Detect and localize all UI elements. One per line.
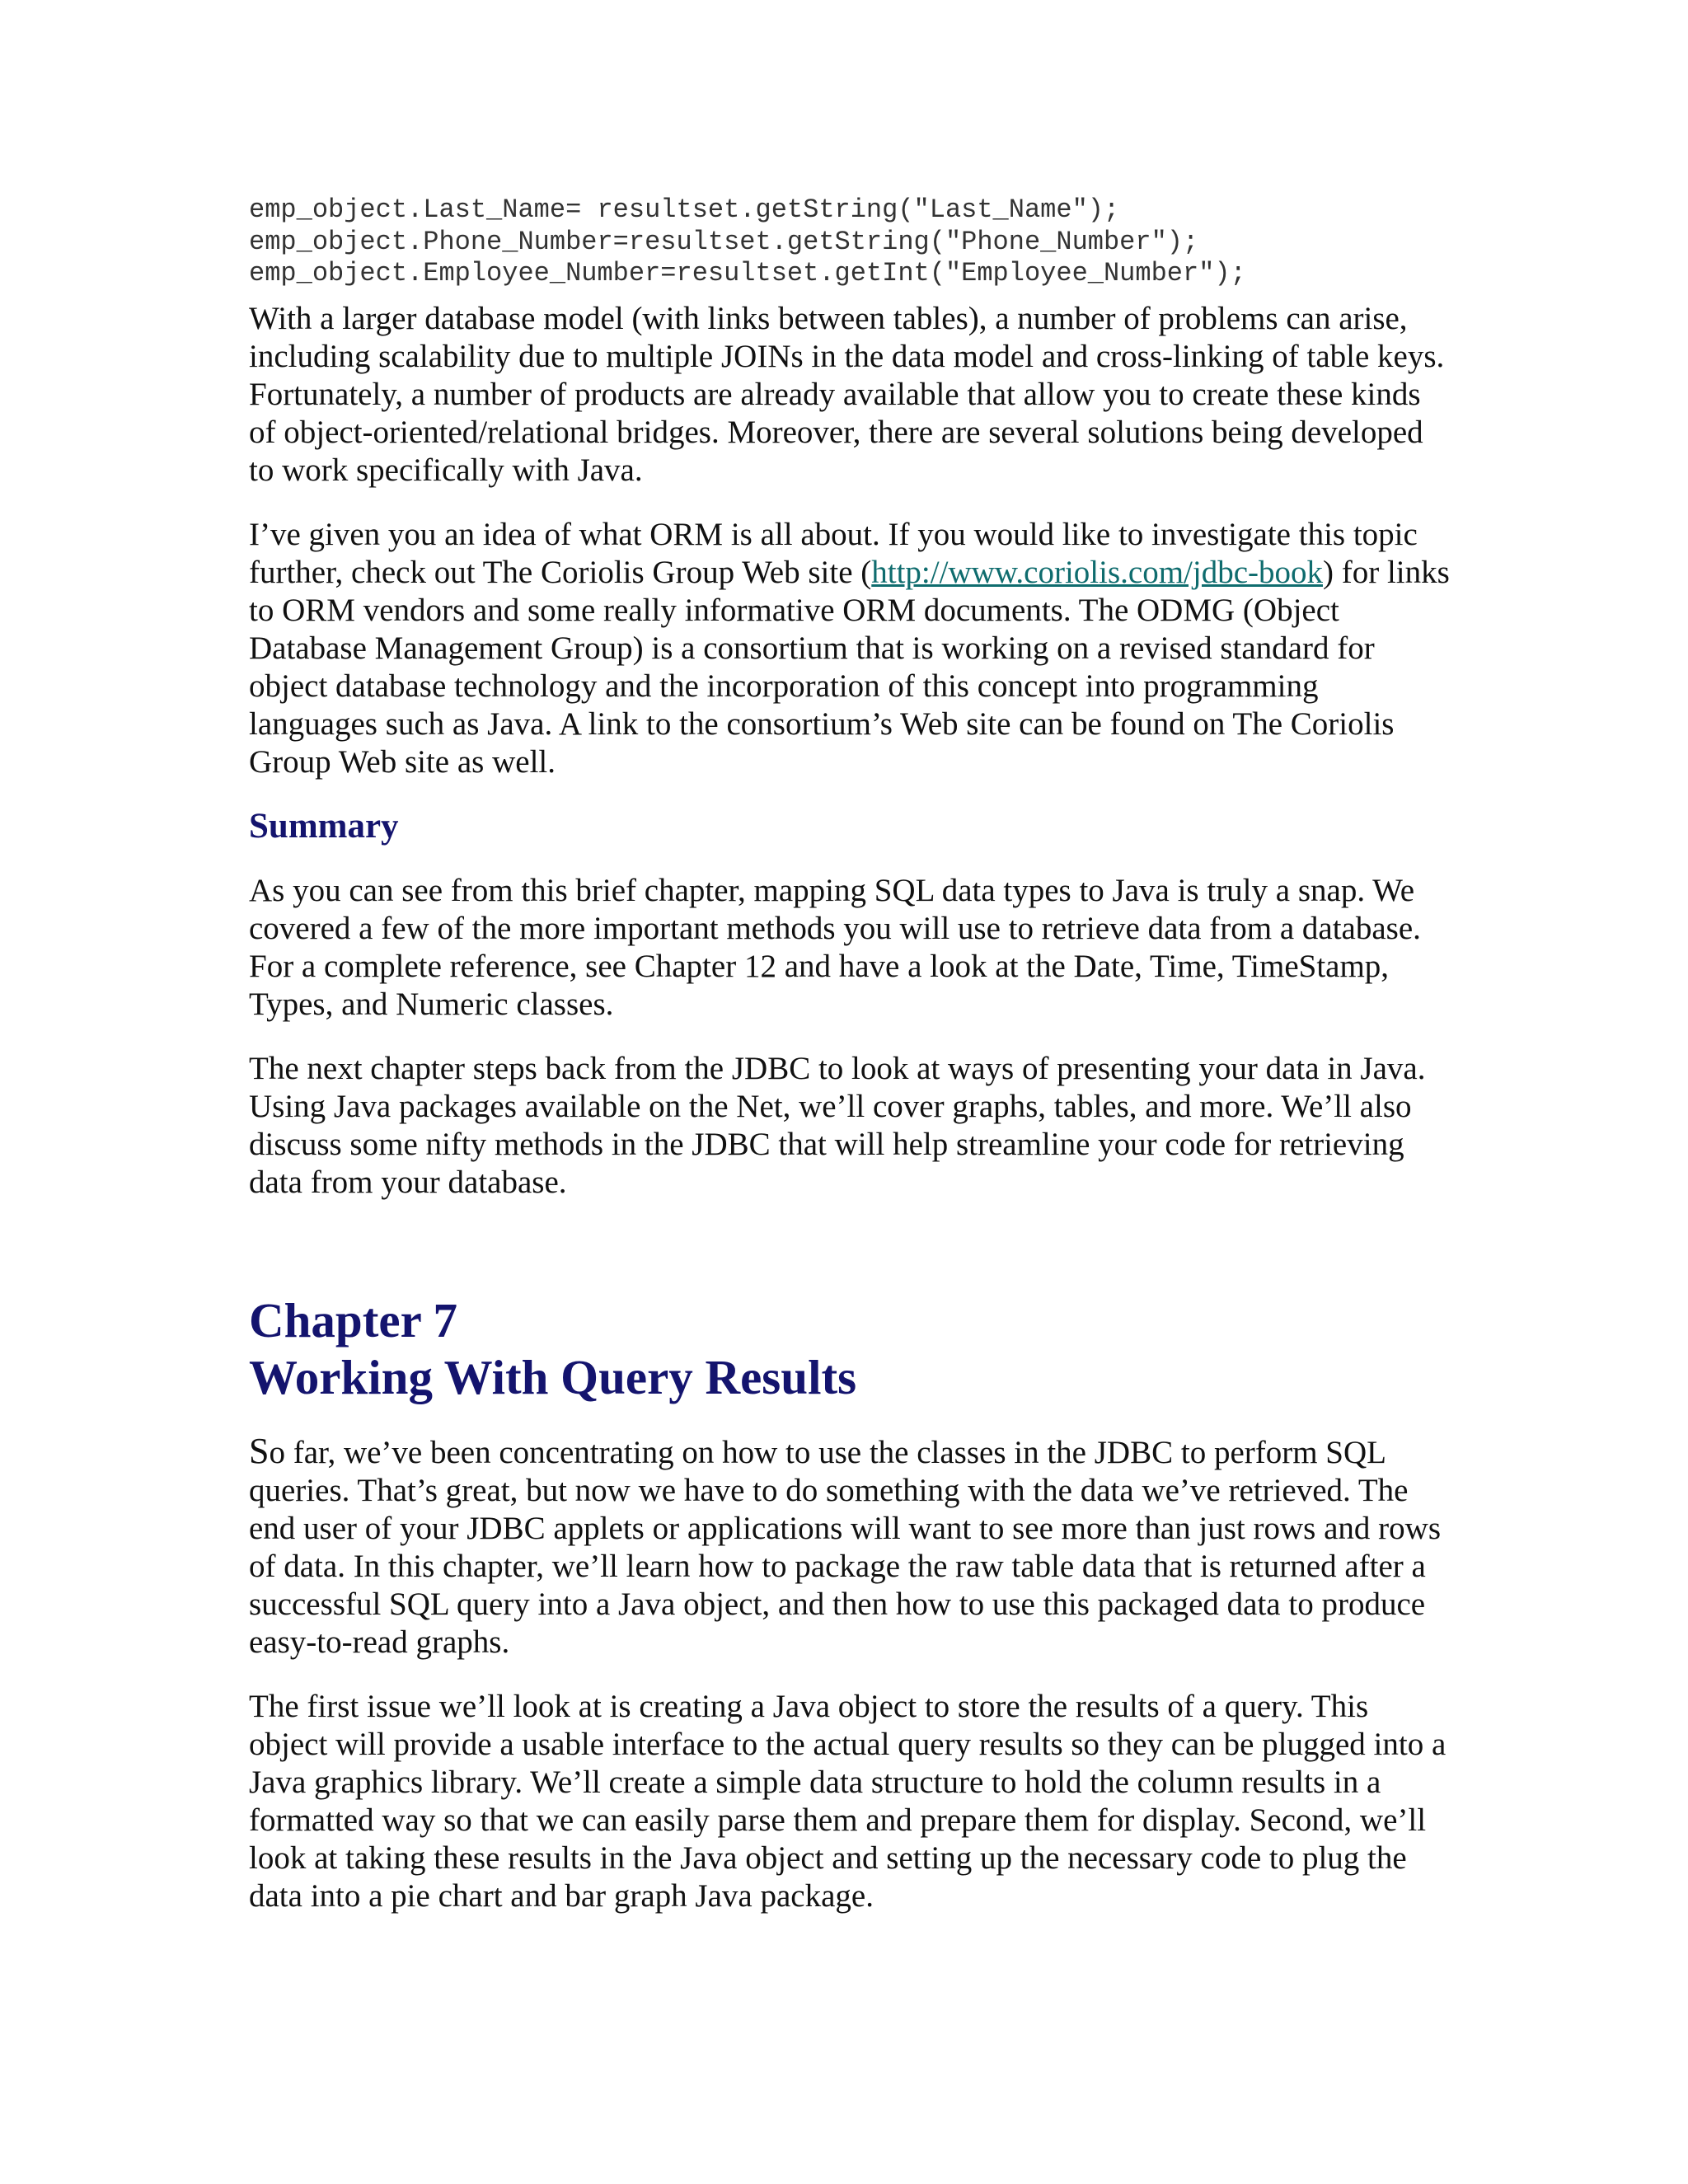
drop-cap: S — [249, 1430, 270, 1471]
paragraph-text: o far, we’ve been concentrating on how to use the classes in the JDBC to perform SQL queries. That’s great, but now we have to do something with the data we’ve retrieved. The end user of your JDBC applets or applications will want to see more than just rows and rows of data. In this chapter, we’ll learn how to package the raw table data that is returned after a successful SQL query into a Java object, and then how to use this packaged data to produce easy-to-read graphs. — [249, 1434, 1441, 1660]
paragraph-summary-2: The next chapter steps back from the JDBC to look at ways of presenting your data in Java. Using Java packages available on the Net, we’ll cover graphs, tables, and more. We’ll also discuss some nifty methods in the JDBC that will help streamline your code for retrieving data from your database. — [249, 1050, 1426, 1200]
code-line: emp_object.Employee_Number=resultset.getInt("Employee_Number"); — [249, 258, 1246, 288]
chapter-title: Working With Query Results — [249, 1349, 857, 1404]
paragraph-chapter-intro-2: The first issue we’ll look at is creating a Java object to store the results of a query. This object will provide a usable interface to the actual query results so they can be plugged into a Java graphics library. We’ll create a simple data structure to hold the column results in a formatted way so that we can easily parse them and prepare them for display. Second, we’ll look at taking these results in the Java object and setting up the necessary code to plug the data into a pie chart and bar graph Java package. — [249, 1688, 1447, 1914]
chapter-number: Chapter 7 — [249, 1292, 457, 1347]
paragraph-orm-idea — [249, 516, 1452, 781]
code-block — [249, 194, 1452, 290]
code-line: emp_object.Phone_Number=resultset.getString("Phone_Number"); — [249, 226, 1199, 257]
document-page — [249, 194, 1452, 1915]
code-line: emp_object.Last_Name= resultset.getString("Last_Name"); — [249, 194, 1120, 225]
paragraph-text: I’ve given you an idea of what ORM is all about. If you would like to investigate this topic further, check out The Coriolis Group Web site ( — [249, 516, 1418, 590]
paragraph-chapter-intro — [249, 1432, 1452, 1661]
paragraph-summary-1: As you can see from this brief chapter, mapping SQL data types to Java is truly a snap. We covered a few of the more important methods you will use to retrieve data from a database. For a complete reference, see Chapter 12 and have a look at the Date, Time, TimeStamp, Types, and Numeric classes. — [249, 872, 1421, 1022]
section-heading-summary: Summary — [249, 806, 399, 846]
chapter-heading — [249, 1292, 1452, 1406]
paragraph-text: ) for links to ORM vendors and some really informative ORM documents. The ODMG (Object Database Management Group) is a consortium that is working on a revised standard for object database technology and the incorporation of this concept into programming languages such as Java. A link to the consortium’s Web site can be found on The Coriolis Group Web site as well. — [249, 554, 1450, 780]
paragraph-orm-scalability: With a larger database model (with links between tables), a number of problems can arise, including scalability due to multiple JOINs in the data model and cross-linking of table keys. Fortunately, a number of products are already available that allow you to create these kinds of object-oriented/relational bridges. Moreover, there are several solutions being developed to work specifically with Java. — [249, 300, 1445, 488]
coriolis-jdbc-book-link[interactable]: http://www.coriolis.com/jdbc-book — [871, 554, 1323, 590]
